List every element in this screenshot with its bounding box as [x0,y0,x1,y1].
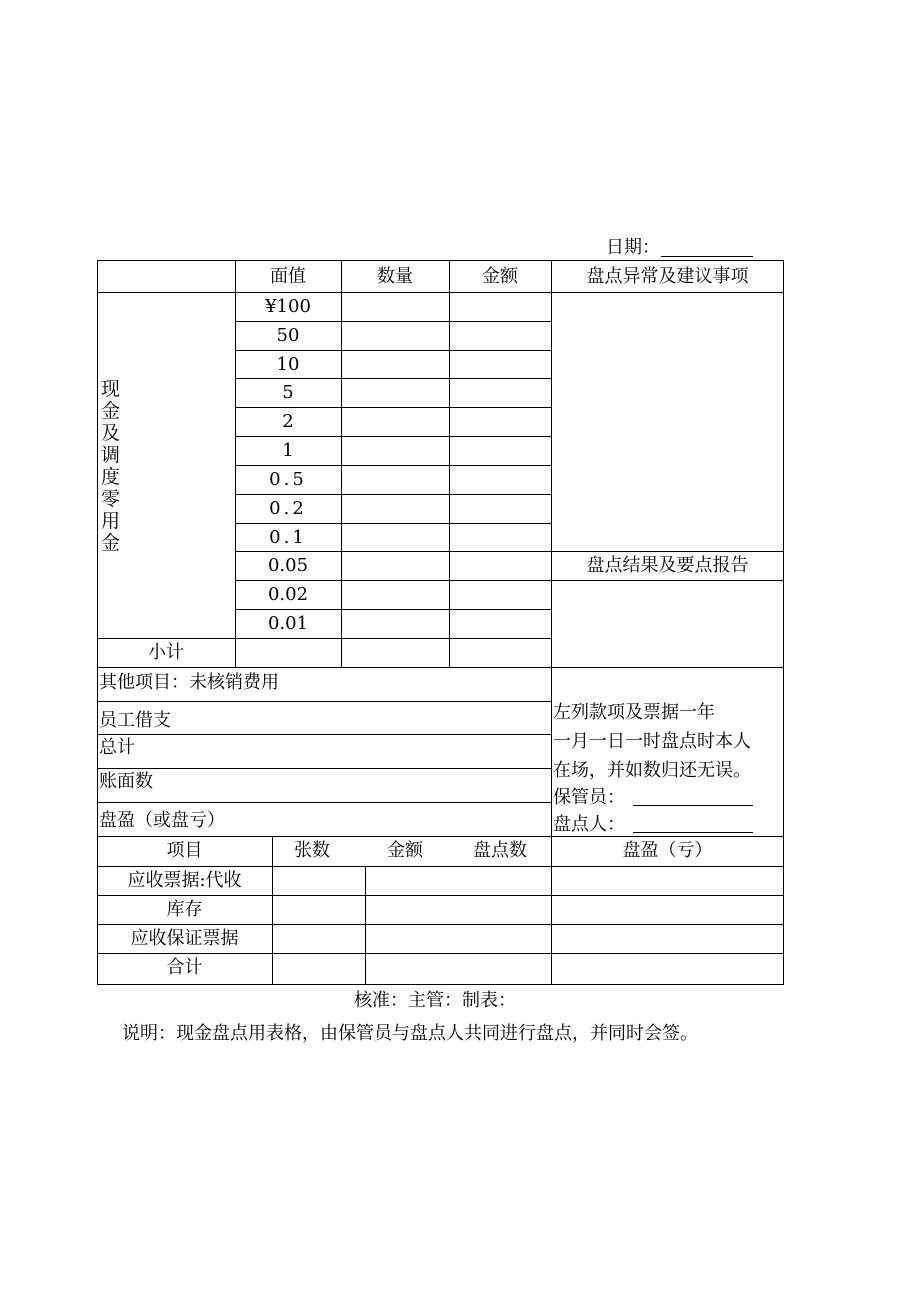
counter-label: 盘点人： [553,814,625,835]
other-items-row: 员工借支 [99,710,171,731]
denomination-cell: 0.2 [269,498,307,519]
notes-row-label: 合计 [166,957,203,978]
denomination-cell: 0.05 [267,555,309,576]
custodian-signature-field[interactable] [633,805,753,806]
results-label: 盘点结果及要点报告 [586,555,749,576]
amount-column-cells[interactable] [450,293,551,638]
notes-header-item: 项目 [166,840,203,861]
notes-header-counted: 盘点数 [473,840,527,861]
other-items-row: 其他项目：未核销费用 [99,672,279,693]
footer-note: 说明：现金盘点用表格，由保管员与盘点人共同进行盘点，并同时会签。 [122,1023,698,1044]
header-amount: 金额 [482,266,518,287]
notes-header-count: 张数 [294,840,330,861]
subtotal-label: 小计 [148,642,184,663]
section-label-cash: 现金及调度零用金 [101,378,121,554]
notes-row-label: 应收票据:代收 [127,870,242,891]
results-report-area[interactable] [552,581,783,667]
header-anomalies: 盘点异常及建议事项 [586,266,749,287]
denomination-cell: 0.02 [267,584,309,605]
other-items-row: 账面数 [99,771,153,792]
denomination-cell: 0.01 [267,613,309,634]
approval-line: 核准：主管：制表： [354,990,516,1011]
denomination-cell: 1 [282,440,294,461]
counter-signature-field[interactable] [633,832,753,833]
date-label: 日期： [606,237,660,258]
notes-row-label: 应收保证票据 [130,928,239,949]
other-items-row: 盘盈（或盘亏） [99,810,225,831]
notes-row-label: 库存 [166,899,203,920]
statement-line: 在场，并如数归还无误。 [553,760,751,781]
anomalies-notes-area[interactable] [552,293,783,551]
date-field[interactable] [661,256,753,257]
denomination-cell: 50 [276,325,300,346]
other-items-row: 总计 [99,737,135,758]
denomination-cell: 2 [282,411,294,432]
custodian-label: 保管员： [553,787,625,808]
quantity-column-cells[interactable] [342,293,449,638]
denomination-cell: 10 [276,354,300,375]
notes-header-amount: 金额 [387,840,423,861]
denomination-cell: 0.1 [269,527,307,548]
header-denomination: 面值 [270,266,306,287]
statement-line: 左列款项及票据一年 [553,702,715,723]
statement-line: 一月一日一时盘点时本人 [553,731,751,752]
denomination-cell: ¥100 [265,296,311,317]
notes-header-surplus: 盘盈（亏） [622,840,713,861]
denomination-cell: 5 [282,382,294,403]
denomination-cell: 0.5 [269,469,307,490]
header-quantity: 数量 [377,266,413,287]
